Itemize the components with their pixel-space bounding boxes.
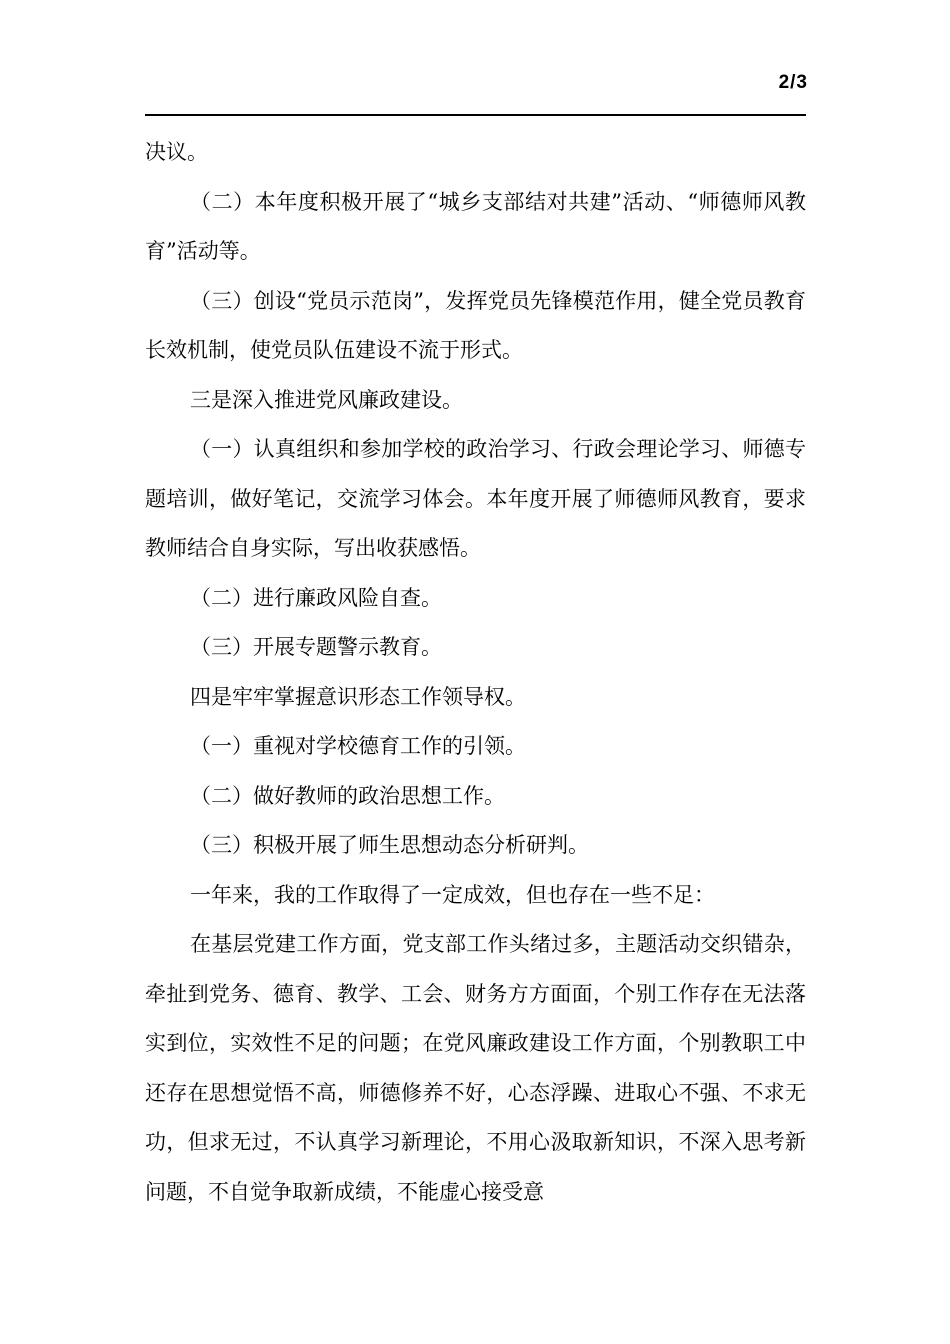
paragraph-5: （一）认真组织和参加学校的政治学习、行政会理论学习、师德专题培训，做好笔记，交流学习体会。本年度开展了师德师风教育，要求教师结合自身实际，写出收获感悟。 — [145, 437, 806, 560]
paragraph-1: 决议。 — [145, 140, 208, 164]
paragraph-10: （二）做好教师的政治思想工作。 — [190, 783, 505, 808]
document-body — [145, 128, 806, 1217]
header-divider — [145, 114, 806, 116]
paragraph-11: （三）积极开展了师生思想动态分析研判。 — [190, 833, 589, 857]
paragraph-6: （二）进行廉政风险自查。 — [190, 585, 442, 610]
paragraph-9: （一）重视对学校德育工作的引领。 — [190, 734, 526, 758]
paragraph-8: 四是牢牢掌握意识形态工作领导权。 — [190, 684, 526, 709]
paragraph-12: 一年来，我的工作取得了一定成效，但也存在一些不足： — [190, 882, 715, 907]
paragraph-13: 在基层党建工作方面，党支部工作头绪过多，主题活动交织错杂，牵扯到党务、德育、教学、工会、财务方方面面，个别工作存在无法落实到位，实效性不足的问题；在党风廉政建设工作方面，个别教职工中还存在思想觉悟不高，师德修养不好，心态浮躁、进取心不强、不求无功，但求无过，不认真学习新理论，不用心汲取新知识，不深入思考新问题，不自觉争取新成绩，不能虚心接受意 — [145, 932, 806, 1204]
page-number: 2/3 — [778, 72, 808, 93]
paragraph-3: （三）创设“党员示范岗”，发挥党员先锋模范作用，健全党员教育长效机制，使党员队伍建设不流于形式。 — [145, 288, 806, 362]
paragraph-4: 三是深入推进党风廉政建设。 — [190, 387, 463, 412]
paragraph-2: （二）本年度积极开展了“城乡支部结对共建”活动、“师德师风教育”活动等。 — [145, 189, 806, 263]
paragraph-7: （三）开展专题警示教育。 — [190, 635, 442, 659]
